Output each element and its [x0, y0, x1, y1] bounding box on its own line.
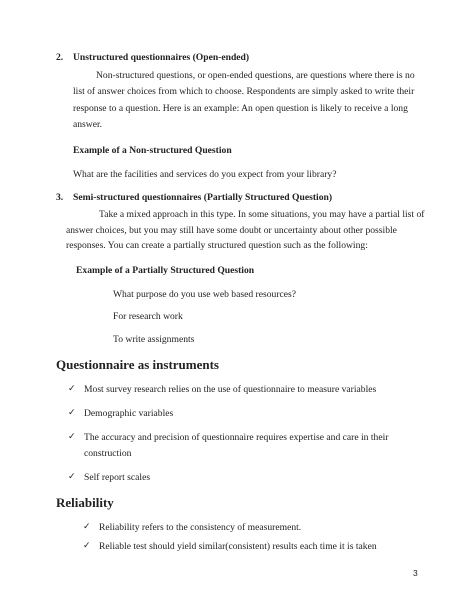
example-option: For research work	[113, 311, 183, 322]
checkmark-icon: ✓	[68, 472, 76, 482]
section-heading-instruments: Questionnaire as instruments	[56, 357, 219, 372]
section-2-paragraph-line: Non-structured questions, or open-ended questions, are questions where there is no	[96, 70, 415, 81]
example-option: To write assignments	[113, 334, 195, 345]
section-3-paragraph-line: answer choices, but you may still have some doubt or uncertainty about other possible	[66, 225, 397, 236]
example-question-partially-structured: What purpose do you use web based resources?	[113, 289, 297, 300]
bullet-item: Reliable test should yield similar(consistent) results each time it is taken	[99, 541, 377, 552]
bullet-item: Most survey research relies on the use of questionnaire to measure variables	[84, 384, 377, 395]
checkmark-icon: ✓	[68, 408, 76, 418]
section-3-heading: Semi-structured questionnaires (Partially Structured Question)	[73, 192, 333, 203]
bullet-item: Self report scales	[84, 472, 151, 483]
section-3-paragraph-line: Take a mixed approach in this type. In some situations, you may have a partial list of	[99, 209, 425, 220]
page-number: 3	[413, 568, 418, 578]
section-2-paragraph-line: answer.	[73, 119, 103, 130]
section-2-paragraph-line: list of answer choices from which to choose. Respondents are simply asked to write their	[73, 86, 415, 97]
section-2-paragraph-line: response to a question. Here is an example: An open question is likely to receive a long	[73, 103, 408, 114]
bullet-item: Reliability refers to the consistency of measurement.	[99, 522, 302, 533]
bullet-item: Demographic variables	[84, 408, 174, 419]
section-3-paragraph-line: responses. You can create a partially structured question such as the following:	[66, 240, 368, 251]
bullet-item-continuation: construction	[84, 448, 132, 459]
bullet-item: The accuracy and precision of questionnaire requires expertise and care in their	[84, 432, 389, 443]
section-2-heading: Unstructured questionnaires (Open-ended)	[73, 52, 250, 63]
checkmark-icon: ✓	[68, 432, 76, 442]
checkmark-icon: ✓	[83, 541, 91, 551]
checkmark-icon: ✓	[68, 384, 76, 394]
section-3-number: 3.	[56, 192, 64, 203]
section-heading-reliability: Reliability	[56, 495, 114, 510]
example-heading-non-structured: Example of a Non-structured Question	[73, 145, 232, 156]
checkmark-icon: ✓	[83, 522, 91, 532]
section-2-number: 2.	[56, 52, 64, 63]
example-question-non-structured: What are the facilities and services do you expect from your library?	[73, 169, 337, 180]
example-heading-partially-structured: Example of a Partially Structured Question	[76, 265, 255, 276]
